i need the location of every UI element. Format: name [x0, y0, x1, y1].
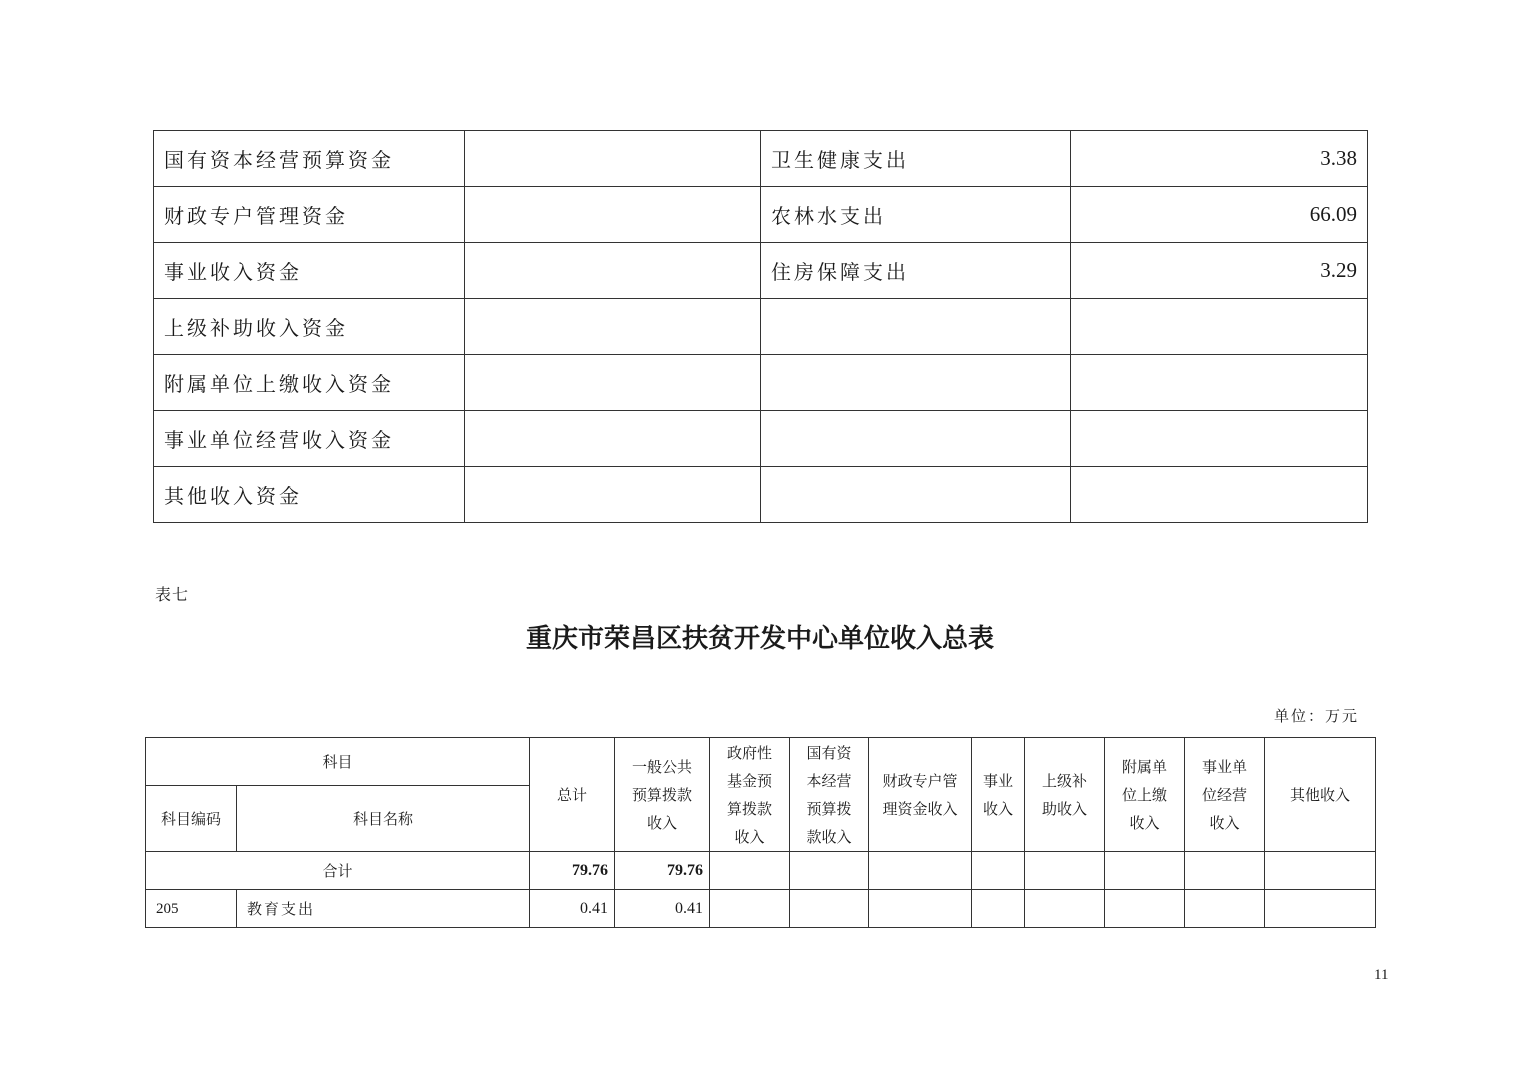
header-line: 附属单	[1122, 757, 1168, 776]
fund-source-label: 附属单位上缴收入资金	[154, 355, 465, 411]
header-business-income	[972, 738, 1025, 852]
expense-label	[761, 411, 1071, 467]
expense-value	[1071, 355, 1368, 411]
header-line: 一般公共	[632, 757, 693, 776]
unit-label: 单位：万元	[1274, 707, 1360, 725]
fund-source-value	[465, 411, 761, 467]
total-general-budget: 79.76	[615, 852, 710, 890]
header-line: 收入	[1209, 813, 1240, 832]
header-line: 上级补	[1042, 771, 1088, 790]
empty-cell	[790, 890, 869, 928]
subject-name: 教育支出	[237, 890, 530, 928]
total-label: 合计	[146, 852, 530, 890]
fund-source-label: 事业收入资金	[154, 243, 465, 299]
row-general-budget: 0.41	[615, 890, 710, 928]
expense-label	[761, 299, 1071, 355]
top-fund-table	[153, 130, 1368, 523]
fund-source-value	[465, 243, 761, 299]
table-row	[154, 131, 1368, 187]
expense-value: 3.38	[1071, 131, 1368, 187]
header-line: 理资金收入	[882, 799, 958, 818]
table-row	[154, 187, 1368, 243]
table-row	[146, 890, 1376, 928]
header-total: 总计	[530, 738, 615, 852]
empty-cell	[1025, 890, 1105, 928]
header-subject-code: 科目编码	[146, 786, 237, 852]
expense-label	[761, 355, 1071, 411]
table-row	[154, 355, 1368, 411]
header-line: 收入	[1129, 813, 1160, 832]
expense-value	[1071, 411, 1368, 467]
empty-cell	[1185, 890, 1265, 928]
expense-label: 住房保障支出	[761, 243, 1071, 299]
expense-value: 66.09	[1071, 187, 1368, 243]
fund-source-label: 上级补助收入资金	[154, 299, 465, 355]
header-row	[146, 738, 1376, 786]
header-line: 事业	[983, 771, 1014, 790]
header-line: 收入	[734, 827, 765, 846]
expense-label	[761, 467, 1071, 523]
table-row	[154, 299, 1368, 355]
fund-source-value	[465, 131, 761, 187]
expense-value	[1071, 467, 1368, 523]
empty-cell	[869, 890, 972, 928]
empty-cell	[710, 890, 790, 928]
fund-source-label: 财政专户管理资金	[154, 187, 465, 243]
empty-cell	[1105, 890, 1185, 928]
fund-source-value	[465, 299, 761, 355]
header-line: 国有资	[806, 743, 852, 762]
header-line: 本经营	[806, 771, 852, 790]
header-line: 收入	[983, 799, 1014, 818]
header-line: 收入	[647, 813, 678, 832]
expense-label: 卫生健康支出	[761, 131, 1071, 187]
header-line: 位经营	[1202, 785, 1248, 804]
empty-cell	[1105, 852, 1185, 890]
page-number: 11	[1374, 967, 1389, 983]
total-row	[146, 852, 1376, 890]
header-affiliated	[1105, 738, 1185, 852]
fund-source-label: 其他收入资金	[154, 467, 465, 523]
empty-cell	[972, 890, 1025, 928]
fund-source-value	[465, 467, 761, 523]
header-line: 政府性	[727, 743, 773, 762]
fund-source-label: 国有资本经营预算资金	[154, 131, 465, 187]
header-superior-subsidy	[1025, 738, 1105, 852]
table-row	[154, 467, 1368, 523]
empty-cell	[1025, 852, 1105, 890]
header-line: 预算拨款	[632, 785, 693, 804]
empty-cell	[1185, 852, 1265, 890]
fund-source-value	[465, 187, 761, 243]
expense-value: 3.29	[1071, 243, 1368, 299]
empty-cell	[1265, 852, 1376, 890]
header-unit-operation	[1185, 738, 1265, 852]
subject-code: 205	[146, 890, 237, 928]
total-sum: 79.76	[530, 852, 615, 890]
empty-cell	[972, 852, 1025, 890]
header-line: 算拨款	[727, 799, 773, 818]
header-line: 助收入	[1042, 799, 1088, 818]
empty-cell	[710, 852, 790, 890]
expense-value	[1071, 299, 1368, 355]
header-line: 基金预	[727, 771, 773, 790]
header-subject-name: 科目名称	[237, 786, 530, 852]
header-line: 预算拨	[806, 799, 852, 818]
header-general-budget	[615, 738, 710, 852]
fund-source-label: 事业单位经营收入资金	[154, 411, 465, 467]
header-line: 财政专户管	[882, 771, 958, 790]
page-title: 重庆市荣昌区扶贫开发中心单位收入总表	[525, 624, 994, 653]
header-gov-fund	[710, 738, 790, 852]
empty-cell	[869, 852, 972, 890]
header-line: 款收入	[806, 827, 852, 846]
header-line: 事业单	[1202, 757, 1248, 776]
table-number-label: 表七	[155, 585, 190, 604]
row-total: 0.41	[530, 890, 615, 928]
table-row	[154, 411, 1368, 467]
empty-cell	[790, 852, 869, 890]
header-fiscal-special	[869, 738, 972, 852]
header-subject: 科目	[146, 738, 530, 786]
header-other-income: 其他收入	[1265, 738, 1376, 852]
empty-cell	[1265, 890, 1376, 928]
income-summary-table	[145, 737, 1376, 928]
header-state-capital	[790, 738, 869, 852]
table-row	[154, 243, 1368, 299]
expense-label: 农林水支出	[761, 187, 1071, 243]
fund-source-value	[465, 355, 761, 411]
header-line: 位上缴	[1122, 785, 1168, 804]
